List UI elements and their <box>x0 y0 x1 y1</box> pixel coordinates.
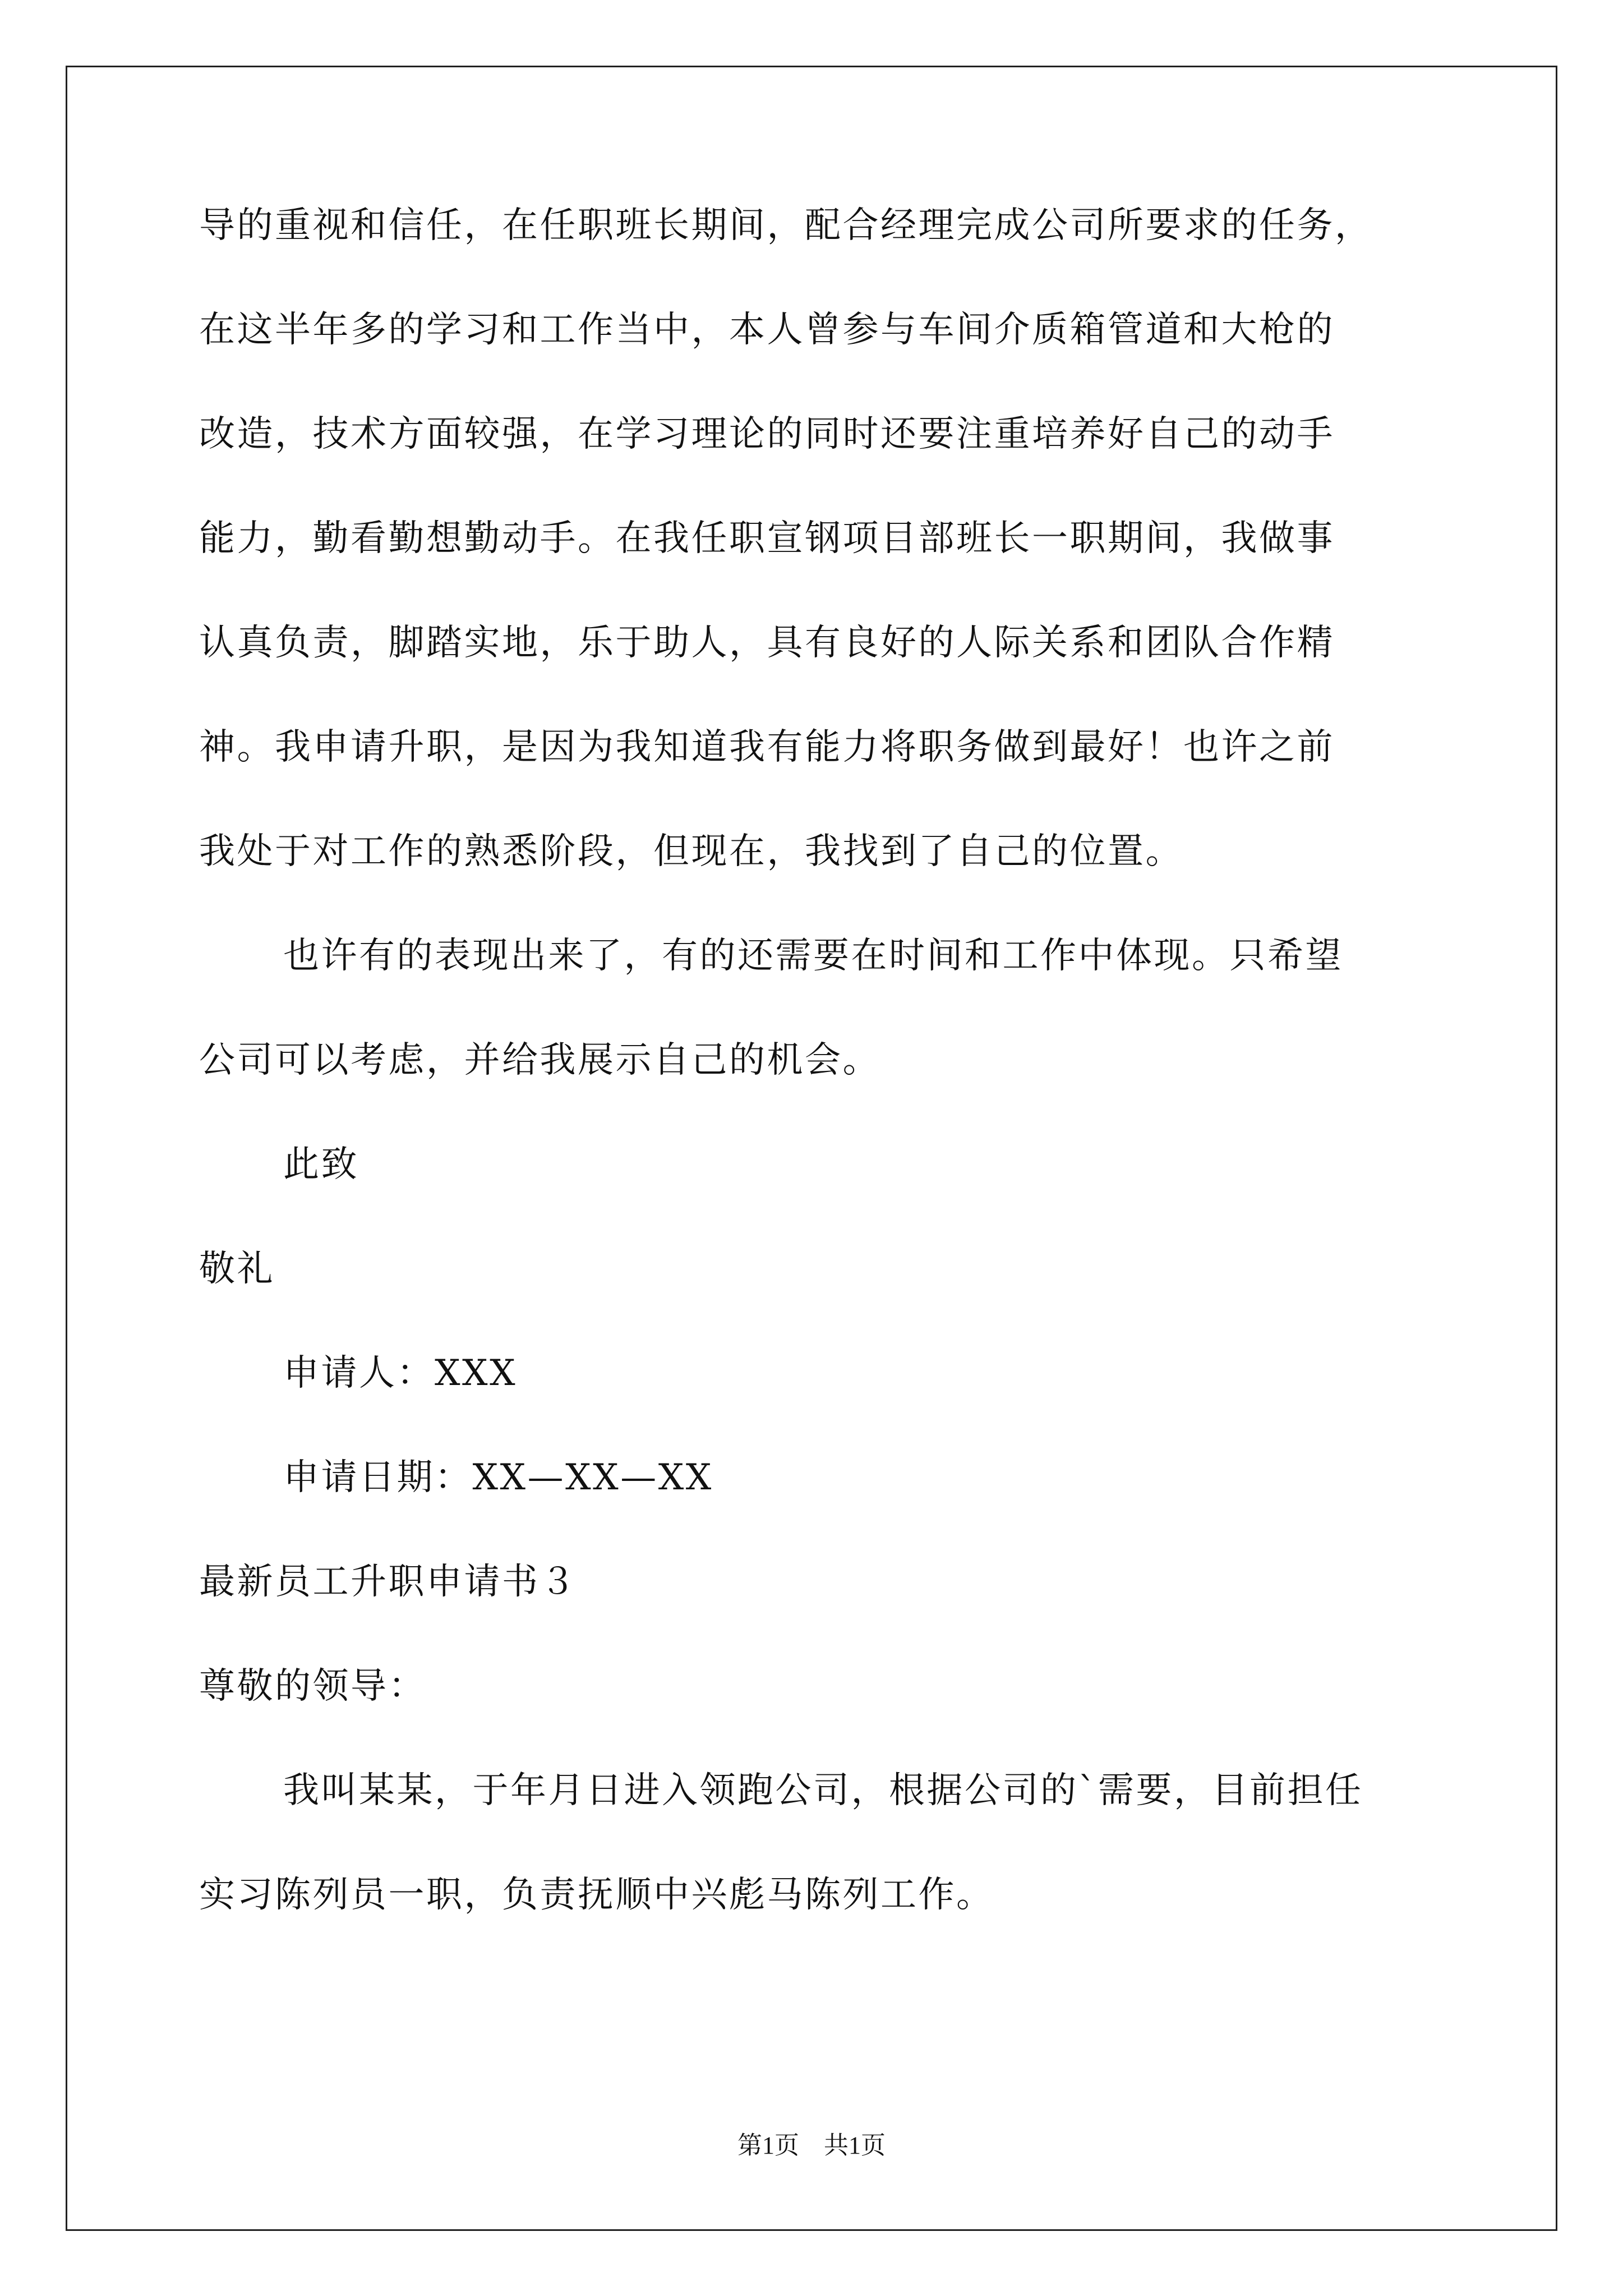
greeting: 尊敬的领导： <box>199 1665 426 1707</box>
applicant-name: 申请人：XXX <box>283 1352 518 1394</box>
paragraph-line: 改造，技术方面较强，在学习理论的同时还要注重培养好自己的动手 <box>199 413 1335 455</box>
closing-salutation: 此致 <box>283 1144 359 1185</box>
page-number-footer: 第1页 共1页 <box>737 2132 886 2159</box>
paragraph-line: 公司可以考虑，并给我展示自己的机会。 <box>199 1039 880 1081</box>
paragraph-line: 实习陈列员一职，负责抚顺中兴彪马陈列工作。 <box>199 1874 994 1916</box>
paragraph-line: 能力，勤看勤想勤动手。在我任职宣钢项目部班长一职期间，我做事 <box>199 518 1335 559</box>
application-date: 申请日期：XX—XX—XX <box>283 1457 713 1498</box>
paragraph-line: 我处于对工作的熟悉阶段，但现在，我找到了自己的位置。 <box>199 831 1183 872</box>
closing-regards: 敬礼 <box>199 1248 275 1290</box>
paragraph-line: 导的重视和信任，在任职班长期间，配合经理完成公司所要求的任务， <box>199 205 1373 246</box>
paragraph-line: 认真负责，脚踏实地，乐于助人，具有良好的人际关系和团队合作精 <box>199 622 1335 664</box>
section-title: 最新员工升职申请书３ <box>199 1561 578 1603</box>
paragraph-line: 我叫某某，于年月日进入领跑公司，根据公司的`需要，目前担任 <box>283 1770 1363 1811</box>
paragraph-line: 也许有的表现出来了，有的还需要在时间和工作中体现。只希望 <box>283 935 1343 977</box>
paragraph-line: 在这半年多的学习和工作当中，本人曾参与车间介质箱管道和大枪的 <box>199 309 1335 351</box>
paragraph-line: 神。我申请升职，是因为我知道我有能力将职务做到最好！也许之前 <box>199 726 1335 768</box>
